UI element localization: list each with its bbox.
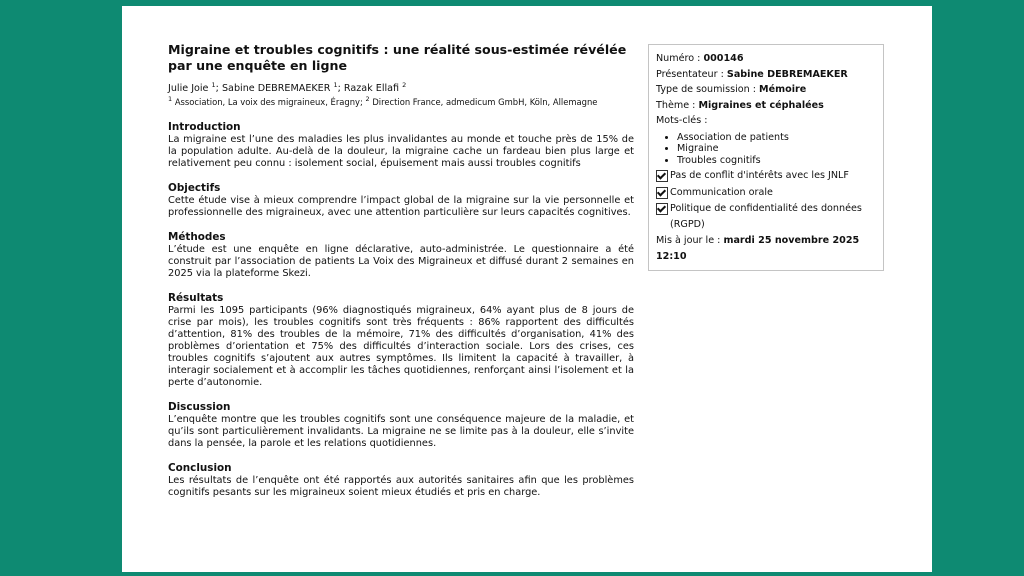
type-value: Mémoire <box>759 84 807 95</box>
keyword-item: • Association de patients <box>677 132 876 144</box>
section-body-discussion: L’enquête montre que les troubles cognitifs sont une conséquence majeure de la maladie, et qu’ils sont particulièrement invalidants. La migraine ne se limite pas à la douleur, elle s’invite dans la pensée, la parole et les relations quotidiennes. <box>168 414 634 449</box>
keyword-item: • Troubles cognitifs <box>677 155 876 167</box>
section-body-resultats: Parmi les 1095 participants (96% diagnostiqués migraineux, 64% ayant plus de 8 jours de crise par mois), les troubles cognitifs sont très fréquents : 86% rapportent des difficultés d’attention, 81% des troubles de la mémoire, 71% des difficultés d’organisation, 41% des problèmes d’orientation et 75% des difficultés d’interaction sociale. Lors des crises, ces troubles cognitifs s’ajoutent aux autres symptômes. Ils limitent la capacité à travailler, à interagir socialement et à accomplir les tâches quotidiennes, renforçant ainsi l’isolement et la perte d’autonomie. <box>168 305 634 388</box>
rgpd-checkbox-row <box>656 201 876 232</box>
section-body-methodes: L’étude est une enquête en ligne déclarative, auto-administrée. Le questionnaire a été construit par l’association de patients La Voix des Migraineux et diffusé durant 2 semaines en 2025 via la plateforme Skezi. <box>168 244 634 279</box>
updated-label: Mis à jour le : <box>656 235 721 246</box>
author-name: Julie Joie <box>168 83 209 94</box>
checkbox-checked-icon[interactable] <box>656 203 668 215</box>
type-row <box>656 82 876 98</box>
conflict-checkbox-row <box>656 168 876 184</box>
author-list: Julie Joie $^1$; Sabine DEBREMAEKER $^1$; Razak Ellafi $^2$ <box>168 81 407 94</box>
checkbox-checked-icon[interactable] <box>656 187 668 199</box>
section-heading-objectifs: Objectifs <box>168 182 221 194</box>
affiliations <box>168 97 634 108</box>
oral-checkbox-row <box>656 185 876 201</box>
keywords-label: Mots-clés : <box>656 115 708 126</box>
numero-value: 000146 <box>703 53 744 64</box>
updated-row <box>656 233 876 264</box>
type-label: Type de soumission : <box>656 84 756 95</box>
paper-title: Migraine et troubles cognitifs : une réalité sous-estimée révélée par une enquête en ligne <box>168 42 627 73</box>
author-affil-ref: 2 <box>402 81 407 89</box>
numero-row <box>656 51 876 67</box>
author-name: Razak Ellafi <box>343 83 400 94</box>
submission-info-box <box>648 44 884 271</box>
section-body-introduction: La migraine est l’une des maladies les plus invalidantes au monde et touche près de 15% de la population adulte. Au-delà de la douleur, la migraine cache un fardeau bien plus large et relativement peu connu : isolement social, épuisement mais aussi troubles cognitifs <box>168 134 634 169</box>
updated-value: mardi 25 novembre 2025 12:10 <box>656 235 860 262</box>
checkbox-label: Politique de confidentialité des données (RGPD) <box>670 203 862 230</box>
numero-label: Numéro : <box>656 53 701 64</box>
affiliation-ref: 1 <box>168 95 173 103</box>
presentateur-label: Présentateur : <box>656 68 724 80</box>
theme-value: Migraines et céphalées <box>698 99 824 111</box>
abstract-main <box>168 42 634 499</box>
abstract-page <box>122 6 932 572</box>
affiliation-ref: 2 <box>365 95 370 103</box>
author-name: Sabine DEBREMAEKER <box>221 83 331 94</box>
keyword-item: • Migraine <box>677 143 876 155</box>
presentateur-row <box>656 67 876 83</box>
affiliation-text: Direction France, admedicum GmbH, Köln, Allemagne <box>372 97 598 107</box>
author-affil-ref: 1 <box>211 81 216 89</box>
section-heading-introduction: Introduction <box>168 121 241 133</box>
section-heading-conclusion: Conclusion <box>168 462 232 474</box>
keywords-list <box>656 132 876 167</box>
theme-row <box>656 98 876 114</box>
affiliation-text: Association, La voix des migraineux, Éragny; <box>174 97 363 107</box>
theme-label: Thème : <box>656 99 696 111</box>
checkbox-checked-icon[interactable] <box>656 170 668 182</box>
section-body-conclusion: Les résultats de l’enquête ont été rapportés aux autorités sanitaires afin que les problèmes cognitifs pesants sur les migraineux soient mieux étudiés et pris en charge. <box>168 475 634 498</box>
author-affil-ref: 1 <box>333 81 338 89</box>
section-body-objectifs: Cette étude vise à mieux comprendre l’impact global de la migraine sur la vie personnelle et professionnelle des migraineux, avec une attention particulière sur leurs capacités cognitives. <box>168 195 634 218</box>
checkbox-label: Pas de conflit d'intérêts avec les JNLF <box>670 170 849 181</box>
section-heading-methodes: Méthodes <box>168 231 226 243</box>
presentateur-value: Sabine DEBREMAEKER <box>726 68 848 80</box>
checkbox-label: Communication orale <box>670 186 773 198</box>
section-heading-resultats: Résultats <box>168 292 224 304</box>
section-heading-discussion: Discussion <box>168 401 231 413</box>
